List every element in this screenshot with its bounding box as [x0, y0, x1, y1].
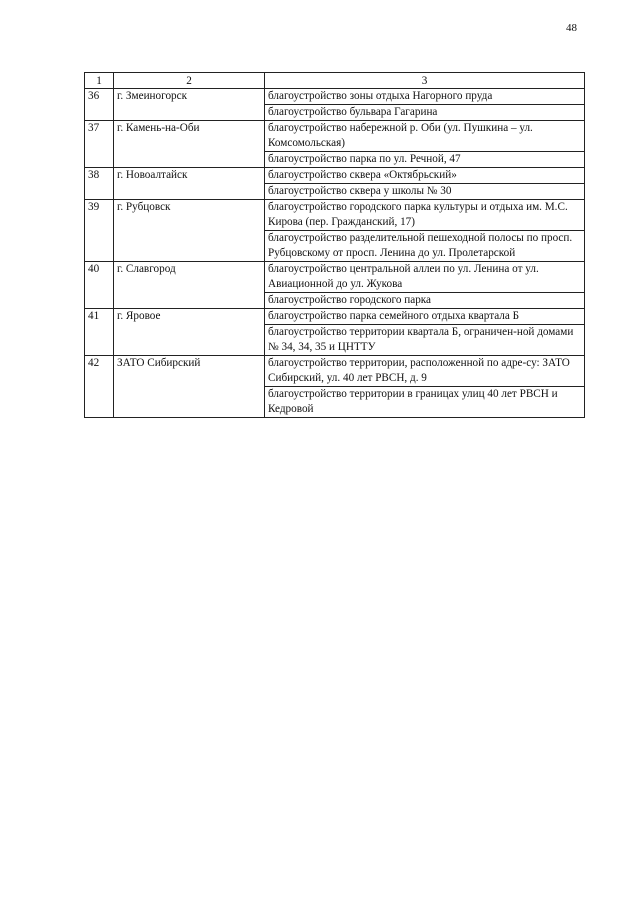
project-item: благоустройство набережной р. Оби (ул. Пушкина – ул. Комсомольская) [265, 121, 585, 152]
row-number: 36 [85, 89, 114, 121]
project-item: благоустройство территории, расположенной по адре-су: ЗАТО Сибирский, ул. 40 лет РВСН, д. 9 [265, 356, 585, 387]
table-row [85, 168, 585, 184]
table-row [85, 200, 585, 231]
table-header-row [85, 73, 585, 89]
row-number: 41 [85, 309, 114, 356]
project-item: благоустройство парка по ул. Речной, 47 [265, 152, 585, 168]
table-row [85, 121, 585, 152]
project-item: благоустройство разделительной пешеходной полосы по просп. Рубцовскому от просп. Ленина до ул. Пролетарской [265, 231, 585, 262]
project-item: благоустройство территории в границах улиц 40 лет РВСН и Кедровой [265, 387, 585, 418]
column-header: 3 [265, 73, 585, 89]
project-item: благоустройство сквера у школы № 30 [265, 184, 585, 200]
column-header: 1 [85, 73, 114, 89]
table-row [85, 356, 585, 387]
row-number: 37 [85, 121, 114, 168]
project-item: благоустройство парка семейного отдыха квартала Б [265, 309, 585, 325]
project-item: благоустройство городского парка культуры и отдыха им. М.С. Кирова (пер. Гражданский, 17) [265, 200, 585, 231]
city-name: г. Рубцовск [114, 200, 265, 262]
row-number: 38 [85, 168, 114, 200]
row-number: 40 [85, 262, 114, 309]
project-item: благоустройство городского парка [265, 293, 585, 309]
project-item: благоустройство центральной аллеи по ул. Ленина от ул. Авиационной до ул. Жукова [265, 262, 585, 293]
city-name: г. Камень-на-Оби [114, 121, 265, 168]
project-item: благоустройство территории квартала Б, ограничен-ной домами № 34, 34, 35 и ЦНТТУ [265, 325, 585, 356]
city-name: г. Яровое [114, 309, 265, 356]
city-name: г. Змеиногорск [114, 89, 265, 121]
column-header: 2 [114, 73, 265, 89]
table-row [85, 262, 585, 293]
city-name: ЗАТО Сибирский [114, 356, 265, 418]
table-row [85, 89, 585, 105]
districts-table [84, 72, 585, 418]
city-name: г. Славгород [114, 262, 265, 309]
project-item: благоустройство зоны отдыха Нагорного пруда [265, 89, 585, 105]
row-number: 39 [85, 200, 114, 262]
city-name: г. Новоалтайск [114, 168, 265, 200]
project-item: благоустройство бульвара Гагарина [265, 105, 585, 121]
page-number: 48 [566, 22, 577, 34]
table-row [85, 309, 585, 325]
project-item: благоустройство сквера «Октябрьский» [265, 168, 585, 184]
row-number: 42 [85, 356, 114, 418]
